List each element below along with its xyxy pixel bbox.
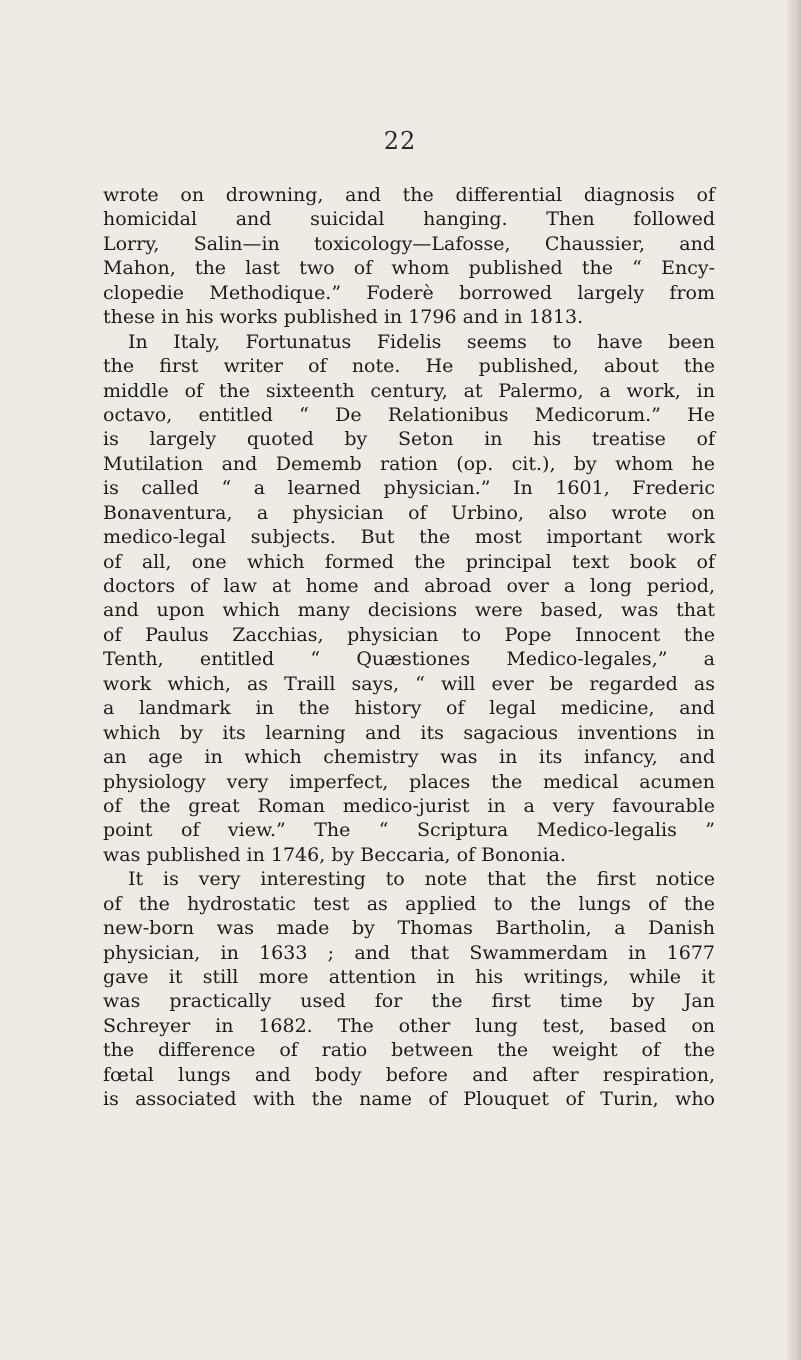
text-line: Bonaventura, a physician of Urbino, also wrote on — [103, 501, 715, 524]
text-line: middle of the sixteenth century, at Palermo, a work, in — [103, 379, 715, 402]
text-line: work which, as Traill says, “ will ever be regarded as — [103, 672, 715, 695]
text-line: is associated with the name of Plouquet of Turin, who — [103, 1088, 715, 1111]
text-line: an age in which chemistry was in its infancy, and — [103, 746, 715, 769]
text-line: It is very interesting to note that the first notice — [128, 868, 715, 891]
text-line: homicidal and suicidal hanging. Then followed — [103, 208, 715, 231]
text-line: of the hydrostatic test as applied to the lungs of the — [103, 892, 715, 915]
page-spine-edge — [787, 0, 801, 1360]
text-line: doctors of law at home and abroad over a long period, — [103, 575, 715, 597]
text-line: octavo, entitled “ De Relationibus Medicorum.” He — [103, 403, 715, 426]
text-line: fœtal lungs and body before and after respiration, — [103, 1063, 715, 1086]
text-line: Mahon, the last two of whom published the “ Ency- — [103, 257, 715, 280]
text-line: Lorry, Salin—in toxicology—Lafosse, Chaussier, and — [103, 232, 715, 255]
text-line: and upon which many decisions were based, was that — [103, 599, 715, 622]
text-line: physician, in 1633 ; and that Swammerdam in 1677 — [103, 941, 715, 964]
text-line: the first writer of note. He published, about the — [103, 355, 715, 378]
text-line: of the great Roman medico-jurist in a very favourable — [103, 794, 715, 817]
body-text — [103, 183, 715, 1112]
text-line: is largely quoted by Seton in his treatise of — [103, 428, 715, 451]
text-line: of all, one which formed the principal text book of — [103, 550, 715, 573]
text-line: was practically used for the first time by Jan — [103, 990, 715, 1013]
text-line: physiology very imperfect, places the medical acumen — [103, 770, 715, 793]
text-line: Tenth, entitled “ Quæstiones Medico-legales,” a — [103, 648, 715, 671]
text-line: gave it still more attention in his writings, while it — [103, 966, 715, 988]
text-line: of Paulus Zacchias, physician to Pope Innocent the — [103, 623, 715, 646]
text-line: clopedie Methodique.” Foderè borrowed largely from — [103, 281, 715, 304]
text-line: is called “ a learned physician.” In 1601, Frederic — [103, 477, 715, 500]
text-line: new-born was made by Thomas Bartholin, a Danish — [103, 917, 715, 940]
text-line: point of view.” The “ Scriptura Medico-legalis ” — [103, 819, 715, 842]
text-line: a landmark in the history of legal medicine, and — [103, 697, 715, 720]
text-line: Mutilation and Dememb ration (op. cit.), by whom he — [103, 452, 715, 475]
text-line: which by its learning and its sagacious inventions in — [103, 721, 715, 744]
text-line: wrote on drowning, and the differential diagnosis of — [103, 184, 715, 206]
text-line: Schreyer in 1682. The other lung test, based on — [103, 1014, 715, 1037]
text-line: In Italy, Fortunatus Fidelis seems to have been — [128, 330, 715, 353]
page-number: 22 — [383, 127, 417, 155]
text-line: was published in 1746, by Beccaria, of Bononia. — [103, 843, 566, 866]
text-line: these in his works published in 1796 and in 1813. — [103, 306, 584, 329]
text-line: medico-legal subjects. But the most important work — [103, 526, 715, 549]
text-line: the difference of ratio between the weight of the — [103, 1039, 715, 1062]
